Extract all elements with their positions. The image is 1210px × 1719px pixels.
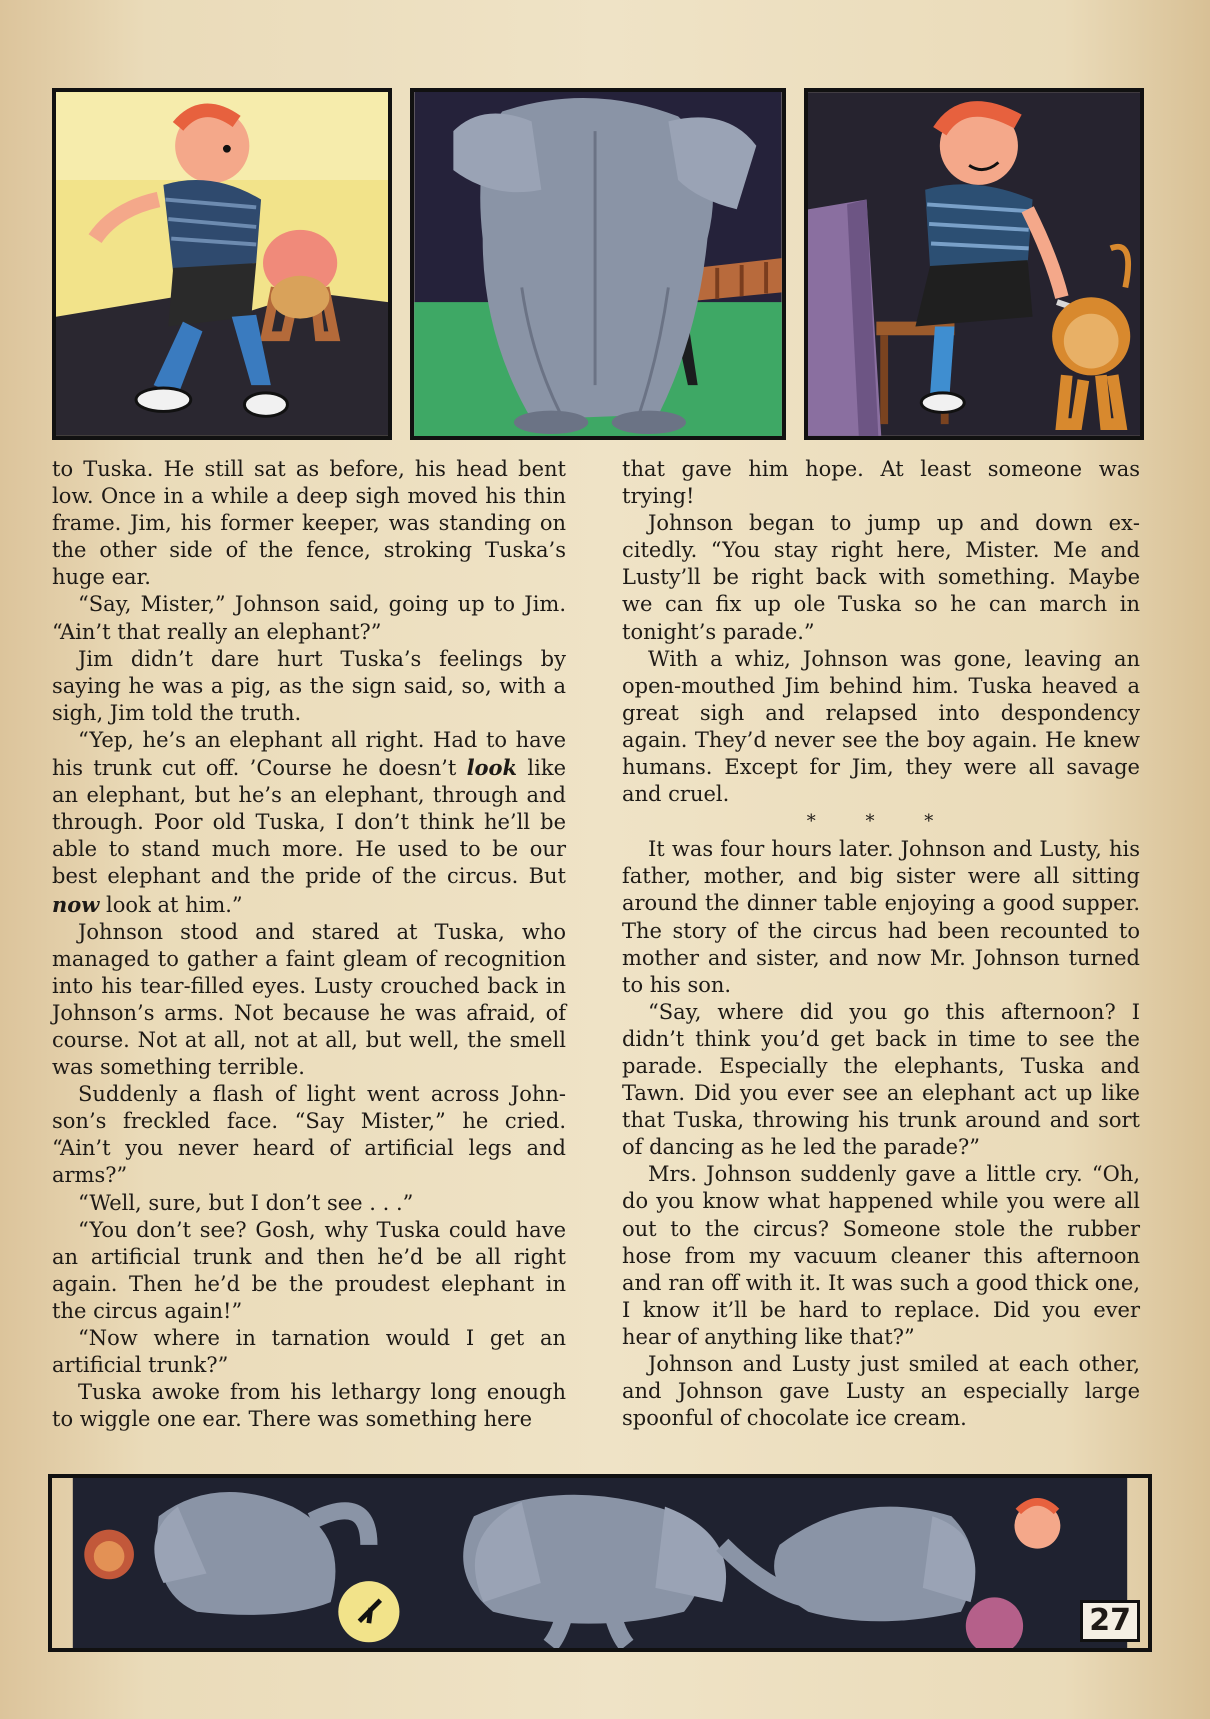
- text-column-right: [622, 456, 1140, 1432]
- paragraph: to Tuska. He still sat as before, his head bent low. Once in a while a deep sigh moved his thin frame. Jim, his former keeper, was standing on the other side of the fence, stroking Tuska’s huge ear.: [52, 457, 566, 590]
- paragraph: Tuska awoke from his lethargy long enough to wiggle one ear. There was something here: [52, 1380, 566, 1432]
- comic-panel-bottom: [48, 1474, 1152, 1652]
- paragraph: Johnson and Lusty just smiled at each other, and Johnson gave Lusty an especially large spoonful of chocolate ice cream.: [622, 1352, 1140, 1431]
- illustration-boy-feeding-lion: [808, 92, 1140, 436]
- illustration-elephant-parade: [52, 1478, 1148, 1648]
- paragraph: Suddenly a flash of light went across Johnson’s freckled face. “Say Mister,” he cried. “Ain’t you never heard of artificial legs and arms?”: [52, 1082, 566, 1188]
- emphasis: look: [466, 755, 518, 781]
- comic-panel-1: [52, 88, 392, 440]
- section-break: * * *: [806, 811, 956, 833]
- emphasis: now: [52, 891, 100, 917]
- paragraph: With a whiz, Johnson was gone, leaving an open-mouthed Jim behind him. Tuska heaved a great sigh and relapsed into despondency again. They’d never see the boy again. He knew humans. Except for Jim, they were all savage and cruel.: [622, 646, 1140, 807]
- paragraph: Jim didn’t dare hurt Tuska’s feelings by saying he was a pig, as the sign said, so, with a sigh, Jim told the truth.: [52, 646, 566, 725]
- paragraph: It was four hours later. Johnson and Lusty, his father, mother, and big sister were all sitting around the dinner table enjoying a good supper. The story of the circus had been recounted to mother and sister, and now Mr. Johnson turned to his son.: [622, 837, 1140, 997]
- page-number: 27: [1080, 1600, 1140, 1642]
- paragraph: “Now where in tarnation would I get an artificial trunk?”: [52, 1326, 566, 1378]
- paragraph: [52, 727, 566, 919]
- comic-panel-2: [410, 88, 786, 440]
- paragraph: Johnson began to jump up and down excitedly. “You stay right here, Mister. Me and Lusty’ll be right back with something. Maybe we can fix up ole Tuska so he can march in tonight’s parade.”: [622, 511, 1140, 644]
- text-span: “Yep, he’s an elephant all right. Had to have his trunk cut off. ’Course he doesn’t: [52, 727, 566, 781]
- text-span: look at him.”: [106, 892, 243, 917]
- paragraph: Mrs. Johnson suddenly gave a little cry. “Oh, do you know what happened while you were all out to the circus? Someone stole the rubber hose from my vacuum cleaner this afternoon and ran off with it. It was such a good thick one, I know it’ll be hard to replace. Did you ever hear of anything like that?”: [622, 1162, 1140, 1349]
- text-column-left: [52, 456, 566, 1433]
- illustration-elephant-behind: [414, 92, 782, 436]
- comic-panel-3: [804, 88, 1144, 440]
- paragraph: “You don’t see? Gosh, why Tuska could have an artificial trunk and then he’d be all right again. Then he’d be the proudest elephant in the circus again!”: [52, 1217, 566, 1323]
- paragraph: “Well, sure, but I don’t see . . .”: [78, 1190, 414, 1215]
- paragraph: “Say, Mister,” Johnson said, going up to Jim. “Ain’t that really an elephant?”: [52, 592, 566, 644]
- paragraph: that gave him hope. At least someone was trying!: [622, 457, 1140, 509]
- paragraph: “Say, where did you go this afternoon? I didn’t think you’d get back in time to see the parade. Especially the elephants, Tuska and Tawn. Did you ever see an elephant act up like that Tuska, throwing his trunk around and sort of dancing as he led the parade?”: [622, 999, 1140, 1160]
- paragraph: Johnson stood and stared at Tuska, who managed to gather a faint gleam of recognition into his tear-filled eyes. Lusty crouched back in Johnson’s arms. Not because he was afraid, of course. Not at all, not at all, but well, the smell was something terrible.: [52, 919, 566, 1080]
- illustration-boy-running: [56, 92, 388, 436]
- text-span: like an elephant, but he’s an elephant, through and through. Poor old Tuska, I don’t think he’ll be able to stand much more. He used to be our best elephant and the pride of the circus. But: [52, 756, 566, 889]
